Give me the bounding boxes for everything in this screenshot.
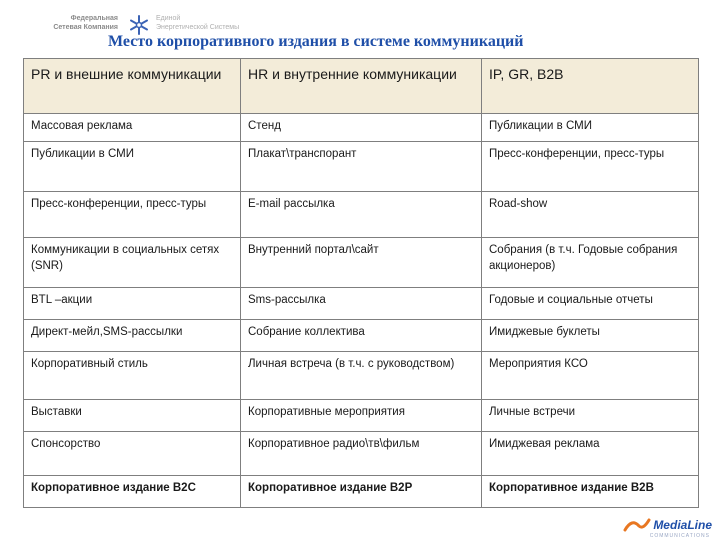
table-cell: Имиджевая реклама: [482, 432, 699, 476]
column-header-hr: HR и внутренние коммуникации: [241, 59, 482, 114]
table-row: [24, 142, 699, 192]
table-cell: Массовая реклама: [24, 114, 241, 142]
table-cell: Стенд: [241, 114, 482, 142]
table-cell: Личные встречи: [482, 400, 699, 432]
brand-subtitle: COMMUNICATIONS: [649, 533, 710, 539]
table-cell: Корпоративное радио\тв\фильм: [241, 432, 482, 476]
logo-left-line2: Сетевая Компания: [53, 24, 118, 31]
table-cell: Корпоративное издание B2C: [24, 476, 241, 508]
communications-table: [23, 58, 699, 508]
table-cell: Корпоративный стиль: [24, 352, 241, 400]
table-row: [24, 400, 699, 432]
table-cell: Плакат\транспорант: [241, 142, 482, 192]
slide-title: Место корпоративного издания в системе коммуникаций: [108, 33, 524, 50]
table-cell: Road-show: [482, 192, 699, 238]
table-cell: Собрания (в т.ч. Годовые собрания акционеров): [482, 238, 699, 288]
logo-right-line2: Энергетической Системы: [156, 24, 240, 31]
table-cell: Корпоративное издание B2B: [482, 476, 699, 508]
table-cell: Личная встреча (в т.ч. с руководством): [241, 352, 482, 400]
logo-left-text: [28, 14, 118, 32]
logo-left-line1: Федеральная: [70, 15, 118, 22]
table-cell: Имиджевые буклеты: [482, 320, 699, 352]
table-cell: E-mail рассылка: [241, 192, 482, 238]
table-cell: Пресс-конференции, пресс-туры: [482, 142, 699, 192]
table-row: [24, 238, 699, 288]
medialine-mark-icon: [623, 516, 651, 534]
table-cell: Sms-рассылка: [241, 288, 482, 320]
table-cell: BTL –акции: [24, 288, 241, 320]
medialine-logo: [623, 516, 712, 534]
logo-right-text: [156, 14, 276, 32]
table-row: [24, 352, 699, 400]
table-row: [24, 432, 699, 476]
table-cell: Публикации в СМИ: [482, 114, 699, 142]
slide-header: [0, 0, 720, 62]
table-header-row: [24, 59, 699, 114]
table-cell: Спонсорство: [24, 432, 241, 476]
table-row: [24, 288, 699, 320]
table-cell: Годовые и социальные отчеты: [482, 288, 699, 320]
column-header-ip-gr-b2b: IP, GR, B2B: [482, 59, 699, 114]
table-cell: Собрание коллектива: [241, 320, 482, 352]
table-cell: Директ-мейл,SMS-рассылки: [24, 320, 241, 352]
brand-name: MediaLine: [653, 518, 712, 532]
table-row: [24, 320, 699, 352]
table-cell: Мероприятия КСО: [482, 352, 699, 400]
table-cell: Коммуникации в социальных сетях (SNR): [24, 238, 241, 288]
table-cell: Корпоративные мероприятия: [241, 400, 482, 432]
column-header-pr: PR и внешние коммуникации: [24, 59, 241, 114]
table-row: [24, 192, 699, 238]
table-row: [24, 476, 699, 508]
table-cell: Выставки: [24, 400, 241, 432]
table-row: [24, 114, 699, 142]
table-cell: Внутренний портал\сайт: [241, 238, 482, 288]
table-cell: Пресс-конференции, пресс-туры: [24, 192, 241, 238]
logo-right-line1: Единой: [156, 15, 181, 22]
table-cell: Корпоративное издание B2P: [241, 476, 482, 508]
table-cell: Публикации в СМИ: [24, 142, 241, 192]
